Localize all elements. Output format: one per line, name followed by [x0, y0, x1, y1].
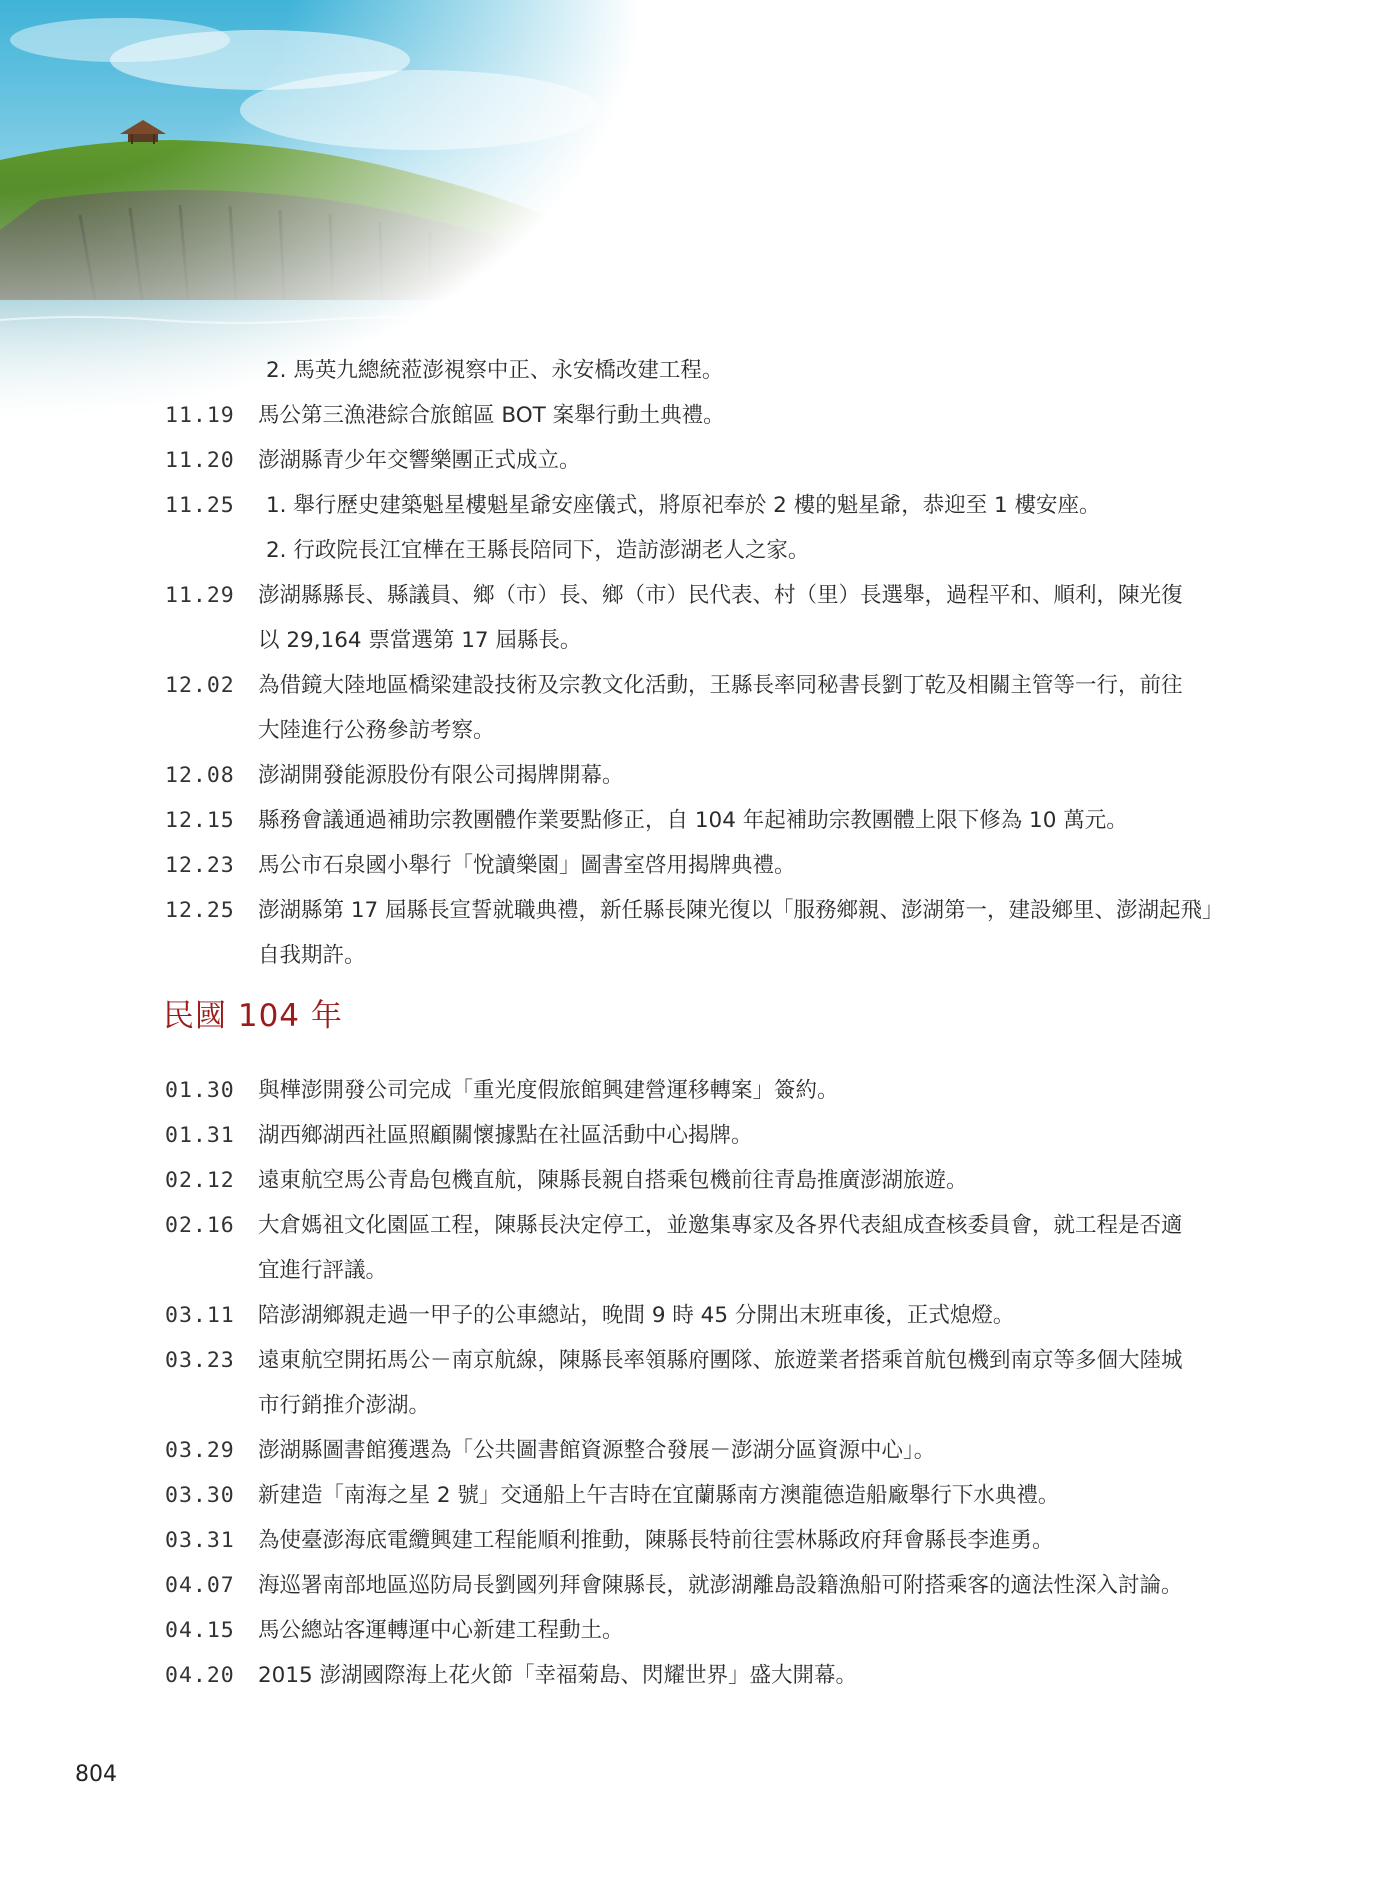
section-title: 民國 104 年: [163, 998, 343, 1034]
entry-date: 12.08: [165, 763, 235, 788]
entry-date: 11.29: [165, 583, 235, 608]
page-number: 804: [75, 1762, 117, 1787]
entry-date: 04.07: [165, 1573, 235, 1598]
entry-text: 海巡署南部地區巡防局長劉國列拜會陳縣長，就澎湖離島設籍漁船可附搭乘客的適法性深入討論。: [258, 1573, 1183, 1598]
entry-text: 陪澎湖鄉親走過一甲子的公車總站，晚間 9 時 45 分開出末班車後，正式熄燈。: [258, 1303, 1015, 1328]
entry-date: 03.29: [165, 1438, 235, 1463]
entry-text: 縣務會議通過補助宗教團體作業要點修正，自 104 年起補助宗教團體上限下修為 10 萬元。: [258, 808, 1128, 833]
entry-text: 大倉媽祖文化園區工程，陳縣長決定停工，並邀集專家及各界代表組成查核委員會，就工程是否適: [258, 1213, 1183, 1238]
entry-text: 馬公市石泉國小舉行「悅讀樂園」圖書室啓用揭牌典禮。: [258, 853, 796, 878]
entry-text: 自我期許。: [258, 943, 366, 968]
entry-text: 宜進行評議。: [258, 1258, 388, 1283]
entry-text: 1. 舉行歷史建築魁星樓魁星爺安座儀式，將原祀奉於 2 樓的魁星爺，恭迎至 1 樓安座。: [266, 493, 1101, 518]
entry-text: 新建造「南海之星 2 號」交通船上午吉時在宜蘭縣南方澳龍德造船廠舉行下水典禮。: [258, 1483, 1060, 1508]
entry-text: 馬公總站客運轉運中心新建工程動土。: [258, 1618, 624, 1643]
entry-text: 澎湖縣青少年交響樂團正式成立。: [258, 448, 581, 473]
entry-date: 03.30: [165, 1483, 235, 1508]
entry-date: 02.12: [165, 1168, 235, 1193]
entry-date: 04.15: [165, 1618, 235, 1643]
entry-text: 以 29,164 票當選第 17 屆縣長。: [258, 628, 582, 653]
entry-date: 03.31: [165, 1528, 235, 1553]
entry-date: 03.23: [165, 1348, 235, 1373]
entry-text: 遠東航空馬公青島包機直航，陳縣長親自搭乘包機前往青島推廣澎湖旅遊。: [258, 1168, 968, 1193]
entry-date: 02.16: [165, 1213, 235, 1238]
entry-text: 2. 馬英九總統蒞澎視察中正、永安橋改建工程。: [266, 358, 724, 383]
entry-date: 03.11: [165, 1303, 235, 1328]
entry-date: 12.23: [165, 853, 235, 878]
entry-text: 大陸進行公務參訪考察。: [258, 718, 495, 743]
entry-text: 湖西鄉湖西社區照顧關懷據點在社區活動中心揭牌。: [258, 1123, 753, 1148]
entry-text: 2. 行政院長江宜樺在王縣長陪同下，造訪澎湖老人之家。: [266, 538, 810, 563]
entry-text: 與樺澎開發公司完成「重光度假旅館興建營運移轉案」簽約。: [258, 1078, 839, 1103]
entry-text: 為使臺澎海底電纜興建工程能順利推動，陳縣長特前往雲林縣政府拜會縣長李進勇。: [258, 1528, 1054, 1553]
entry-text: 澎湖縣縣長、縣議員、鄉（市）長、鄉（市）民代表、村（里）長選舉，過程平和、順利，陳光復: [258, 583, 1183, 608]
entry-text: 市行銷推介澎湖。: [258, 1393, 431, 1418]
entry-date: 11.20: [165, 448, 235, 473]
entry-date: 12.25: [165, 898, 235, 923]
entry-text: 澎湖縣圖書館獲選為「公共圖書館資源整合發展－澎湖分區資源中心」。: [258, 1438, 936, 1463]
entry-date: 01.30: [165, 1078, 235, 1103]
entry-text: 澎湖縣第 17 屆縣長宣誓就職典禮，新任縣長陳光復以「服務鄉親、澎湖第一，建設鄉里、澎湖起飛」: [258, 898, 1224, 923]
entry-text: 2015 澎湖國際海上花火節「幸福菊島、閃耀世界」盛大開幕。: [258, 1663, 858, 1688]
entry-date: 04.20: [165, 1663, 235, 1688]
entry-text: 為借鏡大陸地區橋梁建設技術及宗教文化活動，王縣長率同秘書長劉丁乾及相關主管等一行，前往: [258, 673, 1183, 698]
entry-text: 遠東航空開拓馬公－南京航線，陳縣長率領縣府團隊、旅遊業者搭乘首航包機到南京等多個大陸城: [258, 1348, 1183, 1373]
entry-date: 01.31: [165, 1123, 235, 1148]
entry-date: 12.02: [165, 673, 235, 698]
entry-date: 11.25: [165, 493, 235, 518]
entry-date: 12.15: [165, 808, 235, 833]
entry-text: 澎湖開發能源股份有限公司揭牌開幕。: [258, 763, 624, 788]
entry-text: 馬公第三漁港綜合旅館區 BOT 案舉行動土典禮。: [258, 403, 725, 428]
entry-date: 11.19: [165, 403, 235, 428]
